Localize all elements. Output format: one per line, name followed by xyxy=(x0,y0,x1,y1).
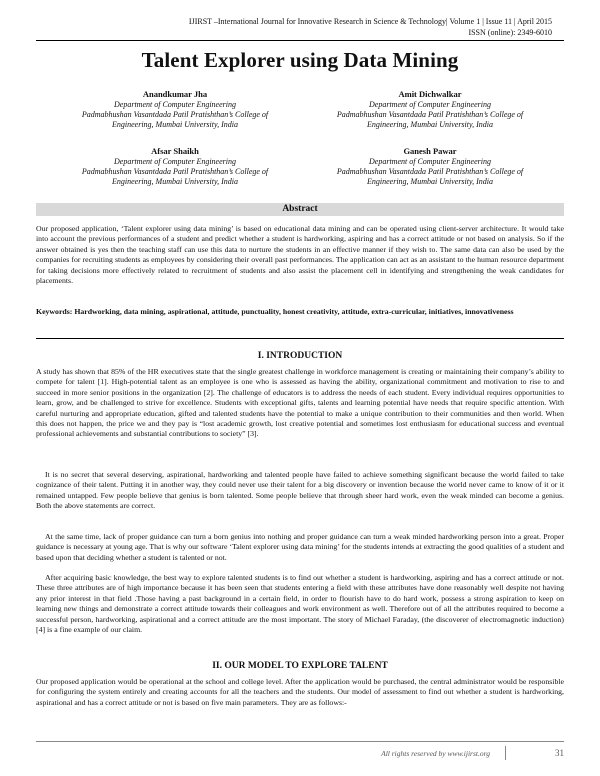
author-univ: Engineering, Mumbai University, India xyxy=(112,177,238,186)
author-name: Amit Dichwalkar xyxy=(398,89,462,99)
footer-rights: All rights reserved by www.ijirst.org xyxy=(381,749,490,758)
author-inst: Padmabhushan Vasantdada Patil Pratishthan’s College of xyxy=(81,110,269,119)
author-dept: Department of Computer Engineering xyxy=(369,100,491,109)
section-heading-model: II. OUR MODEL TO EXPLORE TALENT xyxy=(212,661,388,671)
page-number: 31 xyxy=(505,746,564,760)
abstract-heading: Abstract xyxy=(36,203,564,216)
author-block xyxy=(40,89,310,130)
author-dept: Department of Computer Engineering xyxy=(114,157,236,166)
author-univ: Engineering, Mumbai University, India xyxy=(367,120,493,129)
intro-paragraph: A study has shown that 85% of the HR executives state that the single greatest challenge in workforce management is creating or maintaining their company’s ability to compete for talent [1]. High-potential talent as an employee is one who is assessed as having the ability, organizational commitment and motivation to rise to and succeed in more senior positions in the organization [2]. The challenge of educators is to address the needs of each student. Every individual requires opportunities to learn, grow, and be challenged to strive for excellence. Students with exceptional gifts, talents and learning potential have needs that require specific attention. With careful nurturing and appropriate education, gifted and talented students have the potential to make a unique contribution to their communities and then world. When this does not happen, the price we and they pay is “lost academic growth, lost creative potential and sometimes lost enthusiasm for educational success and eventual professional achievements and substantial contributions to society” [3]. xyxy=(36,367,564,439)
intro-paragraph: After acquiring basic knowledge, the best way to explore talented students is to find out whether a student is hardworking, aspiring and has a correct attitude or not. These three attributes are of high importance because it has been seen that students entering a field with these attributes have done reasonably well despite not having any prior interest in that field .Those having a past background in a certain field, in order to flourish have to do hard work, possess a strong aspiration to keep on learning new things and demonstrate a correct attitude towards their colleagues and work environment as well. Therefore out of all the attributes required to become a successful person, hardworking, aspirational and a correct attitude are the most important. The story of Michael Faraday, (the discoverer of electromagnetic induction) [4] is a fine example of our claim. xyxy=(36,573,564,635)
section-heading-introduction: I. INTRODUCTION xyxy=(257,351,343,361)
author-univ: Engineering, Mumbai University, India xyxy=(367,177,493,186)
author-block xyxy=(295,146,565,187)
author-dept: Department of Computer Engineering xyxy=(114,100,236,109)
journal-line: IJIRST –International Journal for Innovative Research in Science & Technology| Volume 1 | Issue 11 | April 2015 xyxy=(188,17,552,26)
keywords: Keywords: Hardworking, data mining, aspirational, attitude, punctuality, honest creativity, attitude, extra-curricular, initiatives, innovativeness xyxy=(36,307,514,316)
running-header xyxy=(32,16,552,38)
header-rule xyxy=(36,40,564,41)
model-paragraph: Our proposed application would be operational at the school and college level. After the application would be purchased, the central administrator would be responsible for configuring the system entirely and creating accounts for all the teachers and the students. Our model of assessment to find out whether a student is hardworking, aspirational and has a correct attitude or not is based on five main parameters. They are as follows:- xyxy=(36,677,564,707)
author-inst: Padmabhushan Vasantdada Patil Pratishthan’s College of xyxy=(336,110,524,119)
author-name: Afsar Shaikh xyxy=(151,146,199,156)
intro-paragraph: It is no secret that several deserving, aspirational, hardworking and talented people have failed to achieve something significant because the world failed to take cognizance of their talent. Putting it in another way, they could never use their talent for a big discovery or invention because the world never came to know of it or it remained untapped. Few people believe that genius is born talented. Some people believe that through sheer hard work, even the weak minded can become a genius. Both the above statements are correct. xyxy=(36,470,564,511)
intro-paragraph: At the same time, lack of proper guidance can turn a born genius into nothing and proper guidance can turn a weak minded hardworking person into a great. Proper guidance is necessary at young age. That is why our software ‘Talent explorer using data mining’ for the students intends at extracting the good qualities of a student and based upon that deciding whether a student is talented or not. xyxy=(36,532,564,562)
issn-line: ISSN (online): 2349-6010 xyxy=(468,28,552,37)
paper-title: Talent Explorer using Data Mining xyxy=(141,48,459,72)
footer-rule xyxy=(36,741,564,742)
section-divider xyxy=(36,338,564,339)
author-dept: Department of Computer Engineering xyxy=(369,157,491,166)
author-name: Anandkumar Jha xyxy=(142,89,208,99)
abstract-text: Our proposed application, ‘Talent explorer using data mining’ is based on educational data mining and can be operated using client-server architecture. It would take into account the previous performances of a student and predict whether a student is hardworking, aspiring and has a correct attitude or not based on analysis. So if the answer obtained is yes then the teaching staff can use this data to nurture the students in an effective manner if they wish to. The same data can also be used by the companies for recruiting students as employees by considering their overall past performances. The application can act as an assistant to the human resource department for taking decisions more effectively related to recruitment of students and also assist the placement cell in identifying and strengthening the weak candidates for placements. xyxy=(36,224,564,286)
author-univ: Engineering, Mumbai University, India xyxy=(112,120,238,129)
author-block xyxy=(295,89,565,130)
author-block xyxy=(40,146,310,187)
author-name: Ganesh Pawar xyxy=(403,146,457,156)
author-inst: Padmabhushan Vasantdada Patil Pratishthan’s College of xyxy=(81,167,269,176)
author-inst: Padmabhushan Vasantdada Patil Pratishthan’s College of xyxy=(336,167,524,176)
